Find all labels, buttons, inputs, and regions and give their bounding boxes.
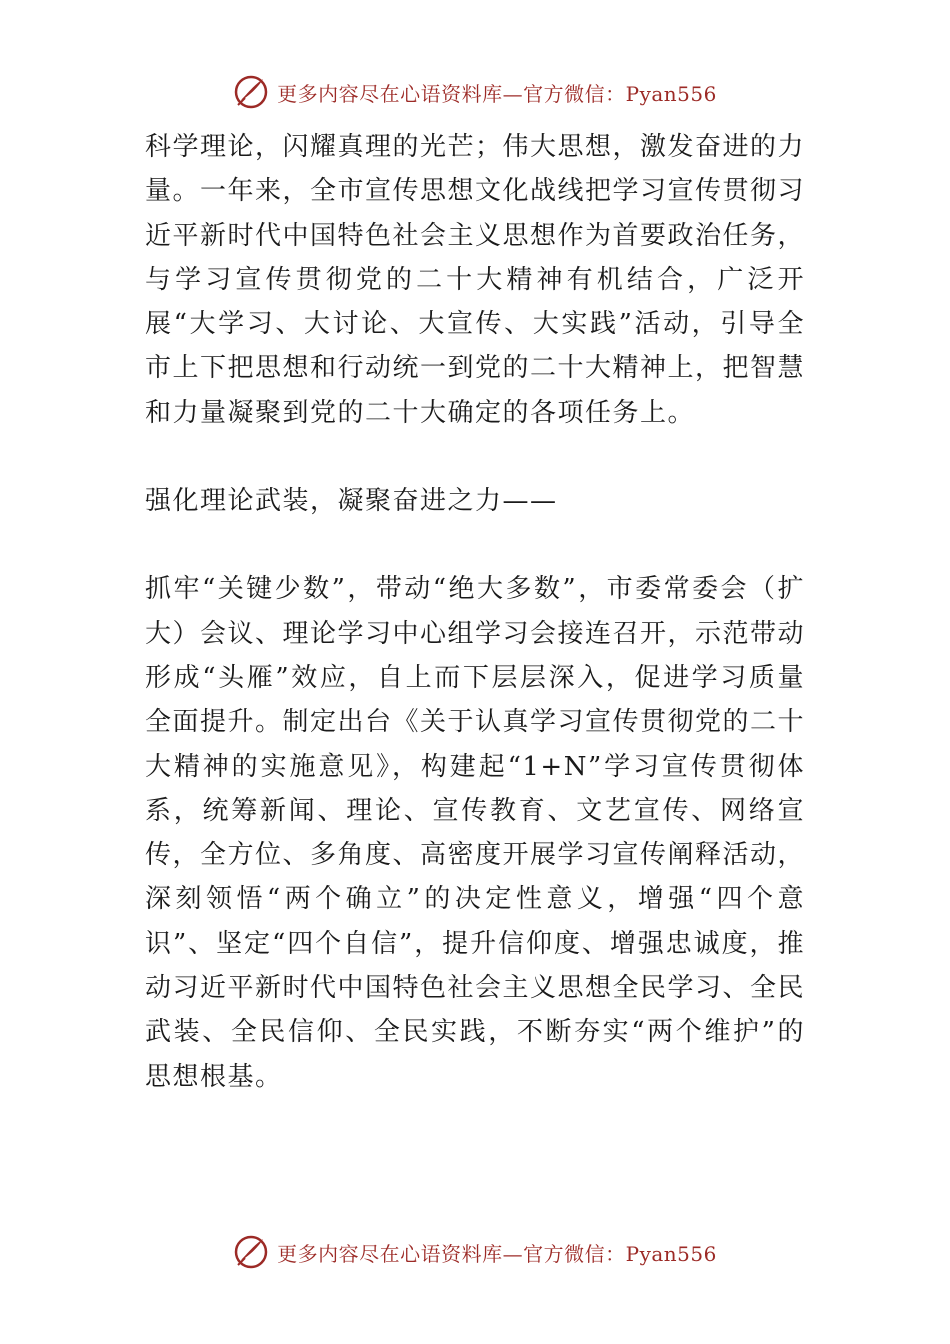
quill-logo-icon bbox=[233, 74, 269, 110]
footer-banner-text: 更多内容尽在心语资料库—官方微信：Pyan556 bbox=[277, 1241, 717, 1266]
document-body bbox=[145, 125, 805, 1099]
paragraph-spacer bbox=[145, 523, 805, 567]
section-heading: 强化理论武装，凝聚奋进之力—— bbox=[145, 486, 558, 517]
paragraph-intro: 科学理论，闪耀真理的光芒；伟大思想，激发奋进的力量。一年来，全市宣传思想文化战线把学习宣传贯彻习近平新时代中国特色社会主义思想作为首要政治任务，与学习宣传贯彻党的二十大精神有机结合，广泛开展“大学习、大讨论、大宣传、大实践”活动，引导全市上下把思想和行动统一到党的二十大精神上，把智慧和力量凝聚到党的二十大确定的各项任务上。 bbox=[145, 132, 806, 428]
paragraph-body: 抓牢“关键少数”，带动“绝大多数”，市委常委会（扩大）会议、理论学习中心组学习会接连召开，示范带动形成“头雁”效应，自上而下层层深入，促进学习质量全面提升。制定出台《关于认真学习宣传贯彻党的二十大精神的实施意见》，构建起“1+N”学习宣传贯彻体系，统筹新闻、理论、宣传教育、文艺宣传、网络宣传，全方位、多角度、高密度开展学习宣传阐释活动，深刻领悟“两个确立”的决定性意义，增强“四个意识”、坚定“四个自信”，提升信仰度、增强忠诚度，推动习近平新时代中国特色社会主义思想全民学习、全民武装、全民信仰、全民实践，不断夯实“两个维护”的思想根基。 bbox=[145, 574, 806, 1092]
footer-banner bbox=[0, 1230, 950, 1274]
paragraph-spacer bbox=[145, 435, 805, 479]
quill-logo-icon bbox=[233, 1234, 269, 1270]
header-banner-text: 更多内容尽在心语资料库—官方微信：Pyan556 bbox=[277, 81, 717, 106]
header-banner bbox=[0, 70, 950, 114]
